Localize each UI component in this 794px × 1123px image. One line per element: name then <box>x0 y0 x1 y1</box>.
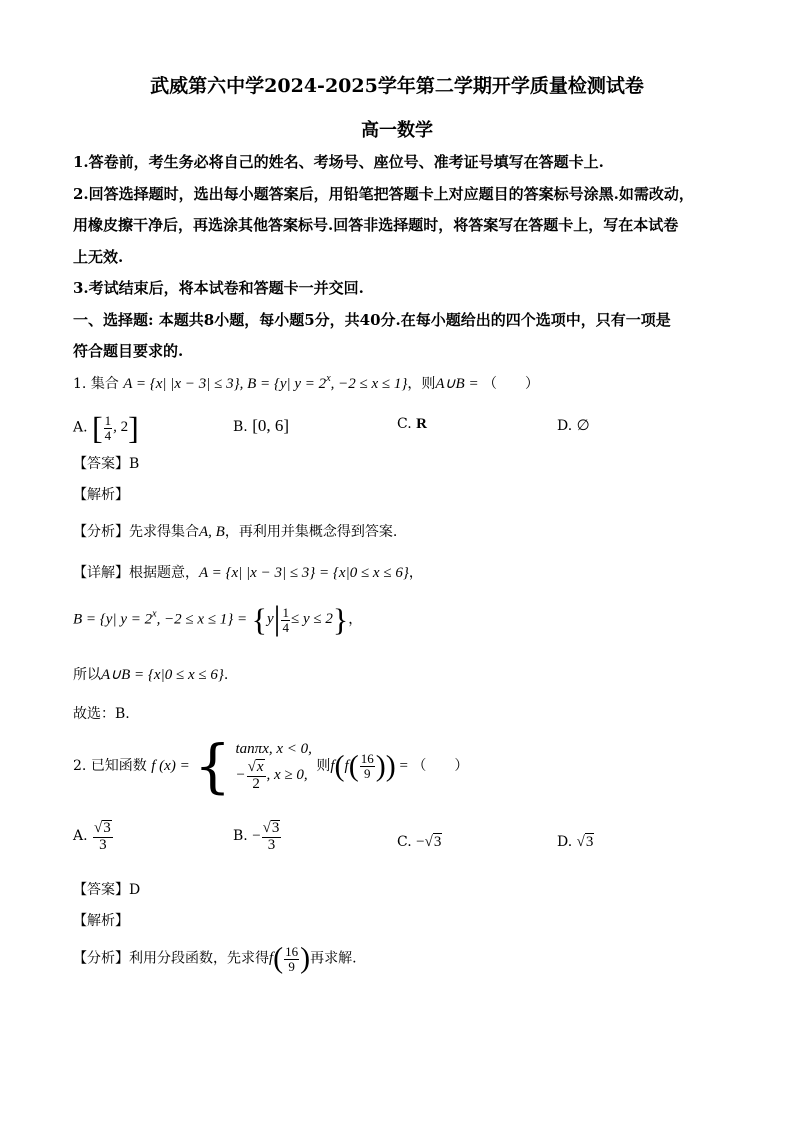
radicand: 3 <box>103 820 111 836</box>
analysis-row <box>73 521 397 541</box>
answer-tag: 【答案】 <box>73 456 129 472</box>
frac-denominator: 4 <box>104 427 112 443</box>
case-1: tanπx, x < 0, <box>235 740 312 757</box>
punctuation: ， <box>408 565 423 581</box>
option-value: ∅ <box>576 418 590 434</box>
question-2-stem: 2. 已知函数 f (x) = { tanπx, x < 0, − $\frac{√x}{2}$ , x ≥ 0, 则f(f( $\frac{16}{9}$ )) = （ ） <box>73 732 469 800</box>
option-a: A. [ $\frac{1}{4}$ , 2] <box>73 410 139 446</box>
frac-denominator: 9 <box>288 958 295 974</box>
analysis-tag: 【解析】 <box>73 487 129 503</box>
radicand: 3 <box>271 820 280 836</box>
option-label: B. <box>233 828 248 845</box>
option-b: B. − $\frac{√3}{3}$ <box>233 820 280 853</box>
analysis-sets: A, B <box>199 524 225 540</box>
analysis-text: 再求解. <box>310 950 357 967</box>
detail-formula-a: A = {x| |x − 3| ≤ 3} = {x|0 ≤ x ≤ 6} <box>199 565 409 581</box>
stem-text: 集合 <box>90 376 119 392</box>
choice-statement: 故选：B. <box>73 706 130 722</box>
question-number: 1. <box>73 376 87 392</box>
stem-text: ，则 <box>407 376 436 392</box>
frac-numerator: 16 <box>285 943 299 959</box>
option-label: C. <box>397 834 412 850</box>
sign: − <box>252 828 261 845</box>
conclusion-text: 所以 <box>73 667 101 683</box>
frac-denominator: 9 <box>363 766 371 782</box>
frac-numerator: 16 <box>360 751 374 767</box>
punctuation: . <box>223 667 229 683</box>
option-label: C. <box>397 416 412 432</box>
frac-denominator: 3 <box>267 836 276 853</box>
option-value: R <box>416 416 427 432</box>
analysis-row: 【分析】利用分段函数，先求得f( $\frac{16}{9}$ )再求解. <box>73 942 357 975</box>
set-b: B = {y| y = 2 <box>247 376 327 392</box>
frac-numerator: 1 <box>282 604 289 620</box>
sign: − <box>235 767 246 784</box>
sign: − <box>416 834 425 850</box>
note-2-end: 上无效. <box>73 248 124 266</box>
page-title: 武威第六中学2024-2025学年第二学期开学质量检测试卷 <box>150 75 644 97</box>
radicand: 3 <box>585 834 594 850</box>
answer-value: D <box>129 882 141 898</box>
radicand: 3 <box>433 834 442 850</box>
option-label: A. <box>73 828 88 845</box>
detail-row <box>73 562 423 582</box>
option-d <box>557 416 590 435</box>
formula-part: , −2 ≤ x ≤ 1} = <box>156 611 248 628</box>
question-number: 2. <box>73 758 87 774</box>
question-1-stem: 1. 集合 A = {x| |x − 3| ≤ 3}, B = {y| $y = 2^x$, −2 ≤ x ≤ 1}，则A∪B = （ ） <box>73 373 540 392</box>
question-expr: A∪B = <box>435 376 479 392</box>
section-heading: 一、选择题: 本题共8小题，每小题5分，共40分.在每小题给出的四个选项中，只有一项是 <box>73 311 671 329</box>
equals-sign: = <box>399 758 408 774</box>
frac-numerator: 1 <box>104 412 112 428</box>
formula-part: y <box>267 611 274 628</box>
detail-text: 根据题意， <box>129 565 199 581</box>
option-b <box>233 416 289 436</box>
option-value: [0, 6] <box>252 416 290 435</box>
conclusion-formula: A∪B = {x|0 ≤ x ≤ 6} <box>101 667 224 683</box>
analysis-text: ，再利用并集概念得到答案. <box>224 524 398 540</box>
option-label: D. <box>557 418 573 434</box>
answer-row <box>73 453 139 473</box>
radicand: x <box>256 759 264 775</box>
analysis-text: 先求得集合 <box>129 524 199 540</box>
formula-part: ≤ y ≤ 2 <box>290 611 333 628</box>
page-subtitle: 高一数学 <box>361 120 433 141</box>
answer-tag: 【答案】 <box>73 882 129 898</box>
conclusion-row <box>73 664 228 684</box>
option-label: D. <box>557 834 573 850</box>
option-c <box>397 416 427 433</box>
frac-denominator: 4 <box>282 619 289 635</box>
punctuation: ， <box>348 611 363 628</box>
detail-formula-b: B = {y| $y = 2^x$, −2 ≤ x ≤ 1} = {y| $\frac{1}{4}$ ≤ y ≤ 2}， <box>73 601 363 638</box>
analysis-text: 利用分段函数，先求得 <box>129 950 269 967</box>
condition: , x ≥ 0, <box>266 767 308 784</box>
note-2: 2.回答选择题时，选出每小题答案后，用铅笔把答题卡上对应题目的答案标号涂黑.如需改动， <box>73 185 694 203</box>
function-name: f <box>269 950 274 967</box>
detail-tag: 【详解】 <box>73 565 129 581</box>
option-value: 2 <box>120 419 129 436</box>
option-label: B. <box>233 419 248 435</box>
frac-denominator: 2 <box>252 775 260 792</box>
option-a: A. $\frac{√3}{3}$ <box>73 820 111 853</box>
stem-text: 已知函数 <box>90 758 147 774</box>
analysis-detail-tag: 【分析】 <box>73 524 129 540</box>
note-2-cont: 用橡皮擦干净后，再选涂其他答案标号.回答非选择题时，将答案写在答题卡上，写在本试卷 <box>73 216 679 234</box>
answer-row <box>73 879 140 899</box>
piecewise-cases <box>236 740 312 793</box>
frac-denominator: 3 <box>99 836 107 853</box>
option-label: A. <box>73 419 88 436</box>
function-name: f <box>344 758 349 774</box>
answer-value: B <box>129 456 140 472</box>
option-c: C. −√3 <box>397 834 442 850</box>
option-d: D. √3 <box>557 834 594 850</box>
function-name: f <box>330 758 335 774</box>
analysis-detail-tag: 【分析】 <box>73 950 129 967</box>
note-3: 3.考试结束后，将本试卷和答题卡一并交回. <box>73 279 364 297</box>
stem-text: 则 <box>316 758 331 774</box>
section-heading-cont: 符合题目要求的. <box>73 342 184 360</box>
case-2: − $\frac{√x}{2}$ , x ≥ 0, <box>235 759 308 792</box>
answer-paren: （ ） <box>483 376 540 392</box>
answer-paren: （ ） <box>412 758 469 774</box>
set-a: A = {x| |x − 3| ≤ 3} <box>123 376 240 392</box>
formula-part: B = {y| y = 2 <box>73 611 153 628</box>
exponent: x <box>152 608 157 620</box>
function-name: f (x) = <box>151 758 190 774</box>
note-1: 1.答卷前，考生务必将自己的姓名、考场号、座位号、准考证号填写在答题卡上. <box>73 153 604 171</box>
exponent: x <box>326 373 331 384</box>
set-b-condition: , −2 ≤ x ≤ 1} <box>330 376 408 392</box>
analysis-tag: 【解析】 <box>73 913 129 929</box>
